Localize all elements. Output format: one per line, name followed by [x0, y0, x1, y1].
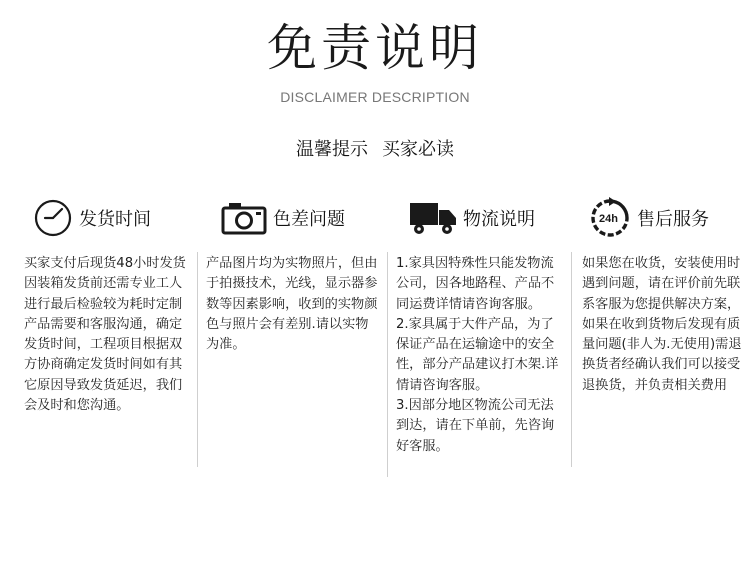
divider-1 — [197, 252, 198, 467]
page-subtitle: DISCLAIMER DESCRIPTION — [280, 89, 470, 105]
section-header-shipping — [33, 196, 151, 240]
notice-right: 买家必读 — [382, 139, 454, 160]
section-text-aftersales: 如果您在收货，安装使用时遇到问题，请在评价前先联系客服为您提供解决方案，如果在收到货物后发现有质量问题(非人为.无使用)需退换货者经确认我们可以接受退换货，并负责相关费用 — [582, 256, 742, 393]
camera-icon — [221, 201, 267, 235]
clock-icon — [33, 198, 73, 238]
page-title: 免责说明 — [267, 19, 483, 77]
logistics-item-2: 2.家具属于大件产品，为了保证产品在运输途中的安全性，部分产品建议打木架.详情请咨询客服。 — [396, 316, 559, 393]
logistics-item-3: 3.因部分地区物流公司无法到达，请在下单前，先咨询好客服。 — [396, 398, 555, 454]
section-header-logistics — [409, 196, 535, 240]
24h-label: 24h — [599, 213, 618, 225]
delivery-truck-icon — [409, 200, 457, 236]
section-title-logistics: 物流说明 — [463, 209, 535, 230]
section-header-aftersales — [589, 196, 709, 240]
notice-heading — [0, 138, 750, 162]
section-title-aftersales: 售后服务 — [637, 209, 709, 230]
section-header-color — [221, 196, 345, 240]
section-text-logistics — [396, 254, 566, 457]
section-text-color: 产品图片均为实物照片，但由于拍摄技术，光线，显示器参数等因素影响，收到的实物颜色与照片会有差别.请以实物为准。 — [206, 256, 378, 353]
divider-3 — [571, 252, 572, 467]
notice-left: 温馨提示 — [296, 139, 368, 160]
divider-2 — [387, 252, 388, 477]
logistics-item-1: 1.家具因特殊性只能发物流公司，因各地路程、产品不同运费详情请咨询客服。 — [396, 256, 555, 312]
section-title-color: 色差问题 — [273, 209, 345, 230]
24h-service-icon — [589, 197, 631, 239]
section-title-shipping: 发货时间 — [79, 209, 151, 230]
section-text-shipping: 买家支付后现货48小时发货因装箱发货前还需专业工人进行最后检验较为耗时定制产品需要和客服沟通，确定发货时间，工程项目根据双方协商确定发货时间如有其它原因导致发货延迟，我们会及时和您沟通。 — [24, 256, 186, 414]
